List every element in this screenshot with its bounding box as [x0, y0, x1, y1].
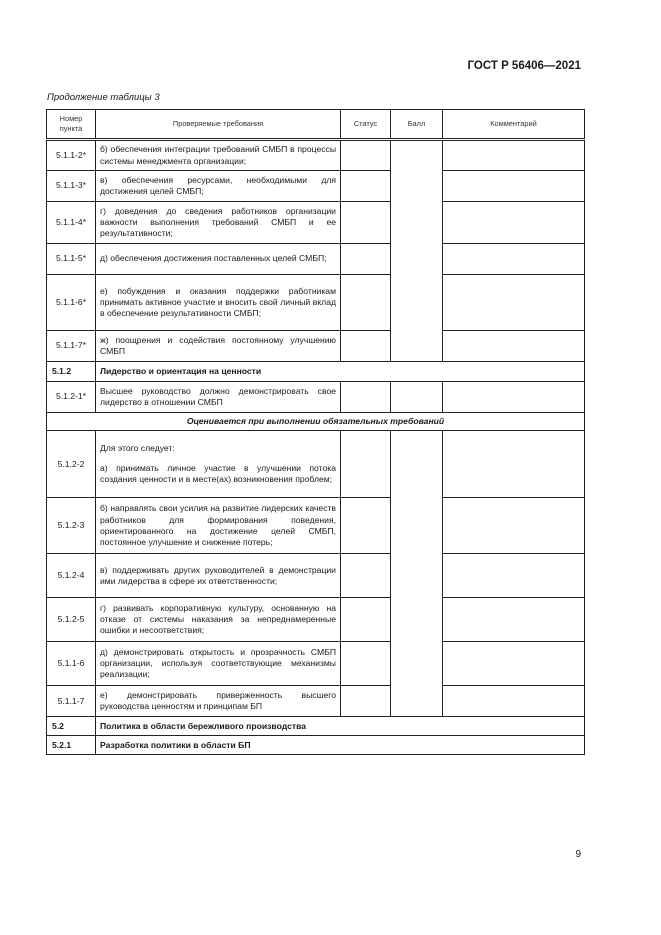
comment-cell [443, 686, 585, 717]
status-cell [341, 642, 391, 686]
page-number: 9 [575, 849, 581, 860]
requirement-text: в) поддерживать других руководителей в демонстрации ими лидерства в сфере их ответственности; [96, 554, 341, 598]
requirement-text [96, 431, 341, 498]
item-number: 5.1.1-4* [47, 202, 96, 244]
table-row [47, 642, 585, 686]
status-cell [341, 686, 391, 717]
item-number: 5.1.1-5* [47, 244, 96, 275]
requirement-text: г) развивать корпоративную культуру, основанную на отказе от системы наказания за непреднамеренные ошибки и несоответствия; [96, 598, 341, 642]
item-number: 5.1.2-3 [47, 498, 96, 554]
item-number: 5.1.1-6* [47, 275, 96, 331]
table-row [47, 598, 585, 642]
status-cell [341, 275, 391, 331]
status-cell [341, 382, 391, 413]
item-number: 5.1.2-2 [47, 431, 96, 498]
requirement-text: б) направлять свои усилия на развитие лидерских качеств работников для формирования поведения, ориентированного на достижение целей СМБП, постоянное улучшение и снижение потерь; [96, 498, 341, 554]
section-title: Разработка политики в области БП [96, 736, 585, 755]
section-number: 5.2 [47, 717, 96, 736]
status-cell [341, 431, 391, 498]
requirement-text: е) демонстрировать приверженность высшего руководства ценностям и принципам БП [96, 686, 341, 717]
comment-cell [443, 498, 585, 554]
header-comment: Комментарий [443, 110, 585, 140]
table-row [47, 554, 585, 598]
section-row [47, 362, 585, 382]
band-row [47, 413, 585, 431]
comment-cell [443, 202, 585, 244]
item-number: 5.1.1-2* [47, 140, 96, 171]
comment-cell [443, 431, 585, 498]
table-row [47, 202, 585, 244]
requirement-text: е) побуждения и оказания поддержки работникам принимать активное участие и вносить свой личный вклад в обеспечение результативности СМБП; [96, 275, 341, 331]
item-number: 5.1.1-3* [47, 171, 96, 202]
comment-cell [443, 598, 585, 642]
header-requirements: Проверяемые требования [96, 110, 341, 140]
requirement-text: д) демонстрировать открытость и прозрачность СМБП организации, используя соответствующие механизмы реализации; [96, 642, 341, 686]
status-cell [341, 331, 391, 362]
item-number: 5.1.2-4 [47, 554, 96, 598]
comment-cell [443, 171, 585, 202]
comment-cell [443, 140, 585, 171]
status-cell [341, 598, 391, 642]
section-number: 5.2.1 [47, 736, 96, 755]
requirement-item: а) принимать личное участие в улучшении потока создания ценности и в месте(ах) возникновения проблем; [100, 462, 336, 484]
table-row [47, 382, 585, 413]
item-number: 5.1.2-1* [47, 382, 96, 413]
requirement-text: б) обеспечения интеграции требований СМБП в процессы системы менеджмента организации; [96, 140, 341, 171]
section-title: Лидерство и ориентация на ценности [96, 362, 585, 382]
status-cell [341, 140, 391, 171]
status-cell [341, 171, 391, 202]
table-row [47, 431, 585, 498]
comment-cell [443, 244, 585, 275]
comment-cell [443, 275, 585, 331]
intro-text: Для этого следует: [100, 443, 175, 454]
status-cell [341, 244, 391, 275]
header-score: Балл [391, 110, 443, 140]
item-number: 5.1.2-5 [47, 598, 96, 642]
table-row [47, 331, 585, 362]
table-row [47, 244, 585, 275]
requirement-text: в) обеспечения ресурсами, необходимыми для достижения целей СМБП; [96, 171, 341, 202]
header-number: Номер пункта [47, 110, 96, 140]
item-number: 5.1.1-7 [47, 686, 96, 717]
comment-cell [443, 382, 585, 413]
comment-cell [443, 331, 585, 362]
table-row [47, 171, 585, 202]
score-cell [391, 382, 443, 413]
table-row [47, 275, 585, 331]
status-cell [341, 202, 391, 244]
comment-cell [443, 554, 585, 598]
requirement-text: ж) поощрения и содействия постоянному улучшению СМБП [96, 331, 341, 362]
status-cell [341, 498, 391, 554]
requirement-text: г) доведения до сведения работников организации важности выполнения требований СМБП и ее результативности; [96, 202, 341, 244]
table-header-row [47, 110, 585, 140]
item-number: 5.1.1-6 [47, 642, 96, 686]
requirement-text: Высшее руководство должно демонстрировать свое лидерство в отношении СМБП [96, 382, 341, 413]
table-row [47, 686, 585, 717]
table-row [47, 498, 585, 554]
score-cell [391, 431, 443, 717]
requirements-table [46, 109, 585, 755]
item-number: 5.1.1-7* [47, 331, 96, 362]
section-title: Политика в области бережливого производства [96, 717, 585, 736]
requirement-text: д) обеспечения достижения поставленных целей СМБП; [96, 244, 341, 275]
status-cell [341, 554, 391, 598]
header-status: Статус [341, 110, 391, 140]
table-caption: Продолжение таблицы 3 [47, 92, 160, 103]
score-cell [391, 140, 443, 362]
table-row [47, 140, 585, 171]
comment-cell [443, 642, 585, 686]
standard-designation: ГОСТ Р 56406—2021 [467, 60, 581, 72]
section-number: 5.1.2 [47, 362, 96, 382]
evaluation-note: Оценивается при выполнении обязательных требований [47, 413, 585, 431]
section-row [47, 717, 585, 736]
section-row [47, 736, 585, 755]
